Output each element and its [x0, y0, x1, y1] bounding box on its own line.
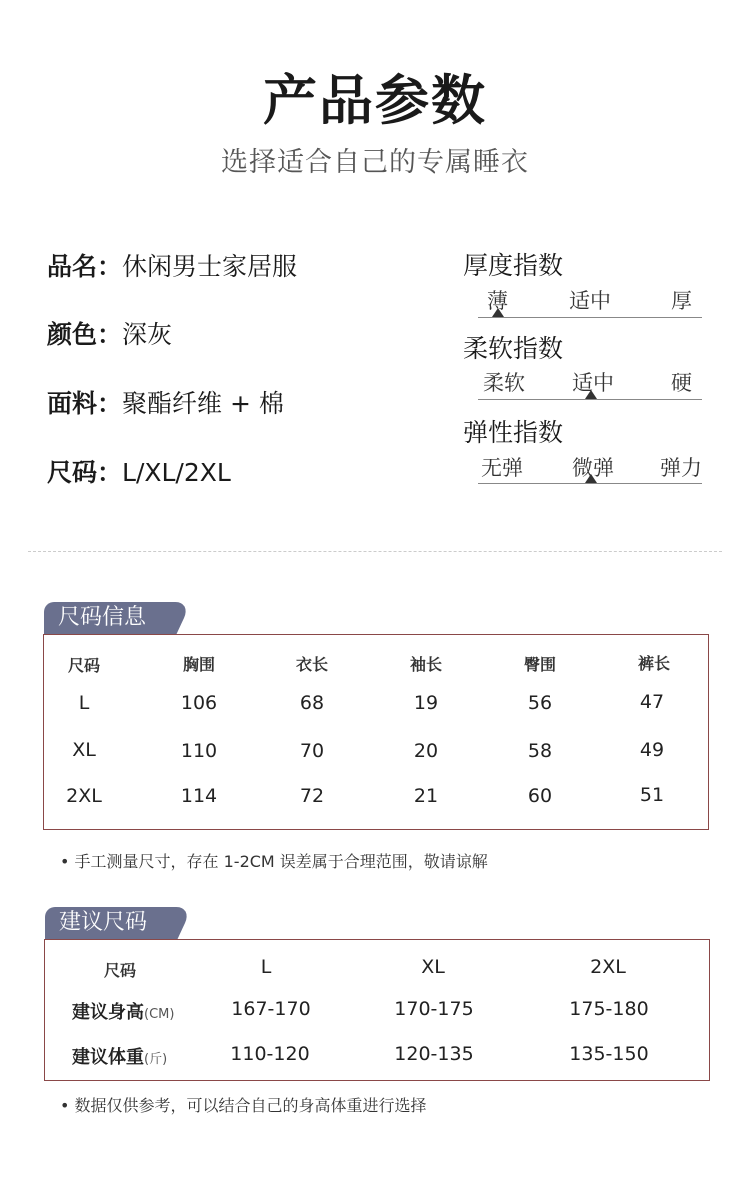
thickness-index-title: 厚度指数: [463, 251, 564, 280]
weight-unit: (斤): [144, 1052, 168, 1067]
size-table: [43, 634, 709, 830]
table-cell: 110-120: [230, 1043, 310, 1065]
elasticity-index-title: 弹性指数: [463, 418, 564, 447]
table-cell: 20: [413, 740, 439, 762]
size-section-tag: [44, 602, 170, 634]
spec-key: 品名：: [47, 252, 123, 281]
table-cell: 19: [413, 692, 439, 714]
elasticity-marker: [585, 474, 597, 483]
spec-name: [47, 247, 297, 283]
spec-key: 面料：: [47, 389, 123, 418]
height-unit: (CM): [144, 1007, 175, 1022]
softness-index-title: 柔软指数: [463, 334, 564, 363]
spec-value: 聚酯纤维 + 棉: [122, 389, 284, 418]
table-cell: 120-135: [394, 1043, 474, 1065]
size-note: • 手工测量尺寸，存在 1-2CM 误差属于合理范围，敬请谅解: [60, 852, 488, 871]
table-cell: 167-170: [231, 998, 311, 1020]
table-cell: 72: [299, 785, 325, 807]
size-header-size: 尺码: [67, 656, 100, 675]
table-cell: 47: [639, 691, 665, 713]
spec-key: 尺码：: [47, 458, 123, 487]
spec-value: L/XL/2XL: [122, 458, 231, 487]
softness-label-mid: 适中: [572, 371, 614, 395]
table-cell: 56: [527, 692, 553, 714]
size-header-length: 衣长: [295, 655, 328, 674]
thickness-label-thick: 厚: [671, 289, 692, 313]
advice-header-2xl: 2XL: [590, 956, 626, 978]
section-divider: [28, 551, 722, 552]
advice-section-tag: [45, 907, 171, 939]
table-cell: 58: [527, 740, 553, 762]
thickness-scale-line: [478, 317, 702, 318]
spec-color: [47, 315, 172, 351]
spec-value: 休闲男士家居服: [122, 252, 298, 281]
table-cell: L: [78, 692, 90, 714]
softness-scale-line: [478, 399, 702, 400]
size-header-hip: 臀围: [523, 655, 556, 674]
page-subtitle: 选择适合自己的专属睡衣: [221, 147, 529, 178]
elasticity-label-none: 无弹: [481, 456, 523, 480]
elasticity-scale-line: [478, 483, 702, 484]
table-cell: 2XL: [66, 785, 102, 807]
table-cell: 110: [180, 740, 218, 762]
advice-row-height-label: [72, 998, 174, 1024]
table-cell: 175-180: [569, 998, 649, 1020]
advice-header-xl: XL: [421, 956, 445, 978]
elasticity-label-slight: 微弹: [572, 456, 614, 480]
thickness-label-thin: 薄: [487, 289, 508, 313]
size-header-sleeve: 袖长: [409, 655, 442, 674]
page-title: 产品参数: [263, 69, 487, 132]
weight-label: 建议体重: [72, 1047, 144, 1068]
spec-fabric: [47, 384, 284, 420]
table-cell: 114: [180, 785, 218, 807]
table-cell: 60: [527, 785, 553, 807]
size-section-tag-label: 尺码信息: [58, 605, 147, 630]
softness-label-soft: 柔软: [483, 371, 525, 395]
table-cell: 135-150: [569, 1043, 649, 1065]
advice-header-l: L: [260, 956, 272, 978]
thickness-label-mid: 适中: [569, 289, 611, 313]
size-header-chest: 胸围: [182, 655, 215, 674]
softness-label-hard: 硬: [671, 371, 692, 395]
advice-section-tag-label: 建议尺码: [59, 910, 148, 935]
advice-note: • 数据仅供参考，可以结合自己的身高体重进行选择: [60, 1096, 427, 1115]
spec-key: 颜色：: [47, 320, 123, 349]
table-cell: XL: [72, 739, 96, 761]
advice-row-weight-label: [72, 1043, 167, 1069]
softness-marker: [585, 390, 597, 399]
elasticity-label-strong: 弹力: [660, 456, 702, 480]
table-cell: 70: [299, 740, 325, 762]
spec-size: [47, 453, 231, 489]
table-cell: 51: [639, 784, 665, 806]
table-cell: 170-175: [394, 998, 474, 1020]
table-cell: 106: [180, 692, 218, 714]
thickness-marker: [492, 308, 504, 317]
table-cell: 49: [639, 739, 665, 761]
size-header-pants: 裤长: [637, 654, 670, 673]
advice-header-size: 尺码: [103, 961, 136, 980]
height-label: 建议身高: [72, 1002, 144, 1023]
table-cell: 21: [413, 785, 439, 807]
table-cell: 68: [299, 692, 325, 714]
spec-value: 深灰: [122, 320, 173, 349]
